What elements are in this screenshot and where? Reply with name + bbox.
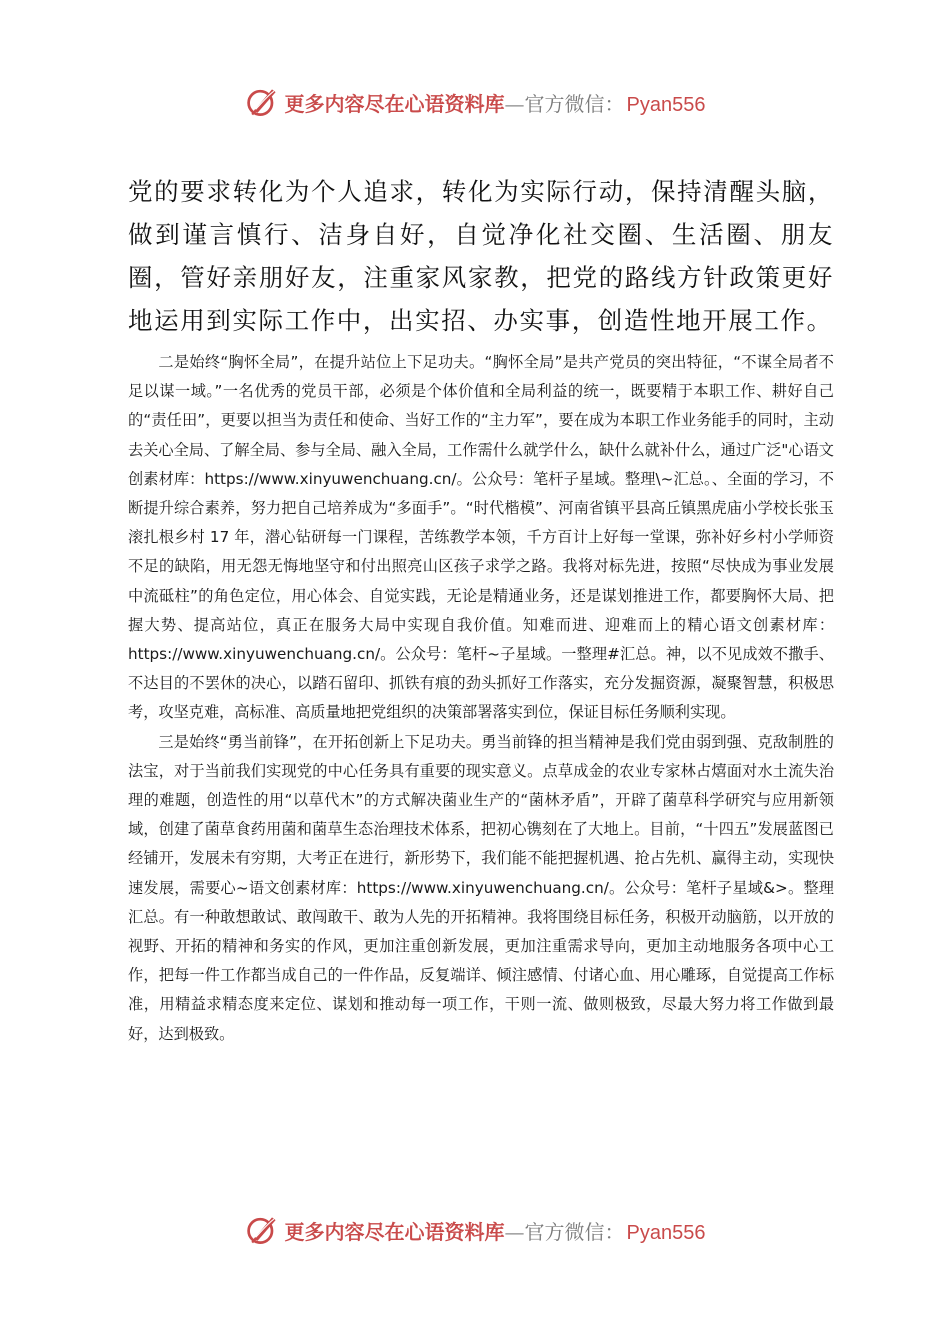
paragraph-vanguard: 三是始终“勇当前锋”，在开拓创新上下足功夫。勇当前锋的担当精神是我们党由弱到强、克敌制胜的法宝，对于当前我们实现党的中心任务具有重要的现实意义。点草成金的农业专家林占熺面对水土流失治理的难题，创造性的用“以草代木”的方式解决菌业生产的“菌林矛盾”，开辟了菌草科学研究与应用新领域，创建了菌草食药用菌和菌草生态治理技术体系，把初心镌刻在了大地上。目前，“十四五”发展蓝图已经铺开，发展未有穷期，大考正在进行，新形势下，我们能不能把握机遇、抢占先机、赢得主动，实现快速发展，需要心~语文创素材库：https://www.xinyuwenchuang.cn/。公众号：笔杆子星域&>。整理汇总。有一种敢想敢试、敢闯敢干、敢为人先的开拓精神。我将围绕目标任务，积极开动脑筋，以开放的视野、开拓的精神和务实的作风，更加注重创新发展，更加注重需求导向，更加主动地服务各项中心工作，把每一件工作都当成自己的一件作品，反复端详、倾注感情、付诸心血、用心雕琢，自觉提高工作标准，用精益求精态度来定位、谋划和推动每一项工作，干则一流、做则极致，尽最大努力将工作做到最好，达到极致。 <box>128 732 834 1043</box>
quill-logo-icon <box>245 84 281 120</box>
header-wechat-label: 官方微信： <box>524 91 625 116</box>
header-separator: — <box>504 91 525 116</box>
footer-wechat-label: 官方微信： <box>524 1219 625 1244</box>
header-brand: 更多内容尽在心语资料库 <box>284 91 505 116</box>
paragraph-overall-situation: 二是始终“胸怀全局”，在提升站位上下足功夫。“胸怀全局”是共产党员的突出特征，“不谋全局者不足以谋一域。”一名优秀的党员干部，必须是个体价值和全局利益的统一，既要精于本职工作、耕好自己的“责任田”，更要以担当为责任和使命、当好工作的“主力军”，要在成为本职工作业务能手的同时，主动去关心全局、了解全局、参与全局、融入全局，工作需什么就学什么，缺什么就补什么，通过广泛"心语文创素材库：https://www.xinyuwenchuang.cn/。公众号：笔杆子星域。整理\~汇总。、全面的学习，不断提升综合素养，努力把自己培养成为“多面手”。“时代楷模”、河南省镇平县高丘镇黑虎庙小学校长张玉滚扎根乡村 17 年，潜心钻研每一门课程，苦练教学本领，千方百计上好每一堂课，弥补好乡村小学师资不足的缺陷，用无怨无悔地坚守和付出照亮山区孩子求学之路。我将对标先进，按照“尽快成为事业发展中流砥柱”的角色定位，用心体会、自觉实践，无论是精通业务，还是谋划推进工作，都要胸怀大局、把握大势、提高站位，真正在服务大局中实现自我价值。知难而进、迎难而上的精心语文创素材库：https://www.xinyuwenchuang.cn/。公众号：笔杆~子星域。一整理#汇总。神，以不见成效不撒手、不达目的不罢休的决心，以踏石留印、抓铁有痕的劲头抓好工作落实，充分发掘资源，凝聚智慧，积极思考，攻坚克难，高标准、高质量地把党组织的决策部署落实到位，保证目标任务顺利实现。 <box>128 353 834 722</box>
footer-banner <box>0 1210 950 1250</box>
lead-paragraph: 党的要求转化为个人追求，转化为实际行动，保持清醒头脑，做到谨言慎行、洁身自好，自觉净化社交圈、生活圈、朋友圈，管好亲朋好友，注重家风家教，把党的路线方针政策更好地运用到实际工作中，出实招、办实事，创造性地开展工作。 <box>128 177 834 335</box>
footer-brand: 更多内容尽在心语资料库 <box>284 1219 505 1244</box>
header-wechat-id: Pyan556 <box>626 93 706 116</box>
quill-logo-icon <box>245 1212 281 1248</box>
footer-separator: — <box>504 1219 525 1244</box>
footer-wechat-id: Pyan556 <box>626 1221 706 1244</box>
document-body <box>128 170 834 1049</box>
header-banner <box>0 82 950 122</box>
